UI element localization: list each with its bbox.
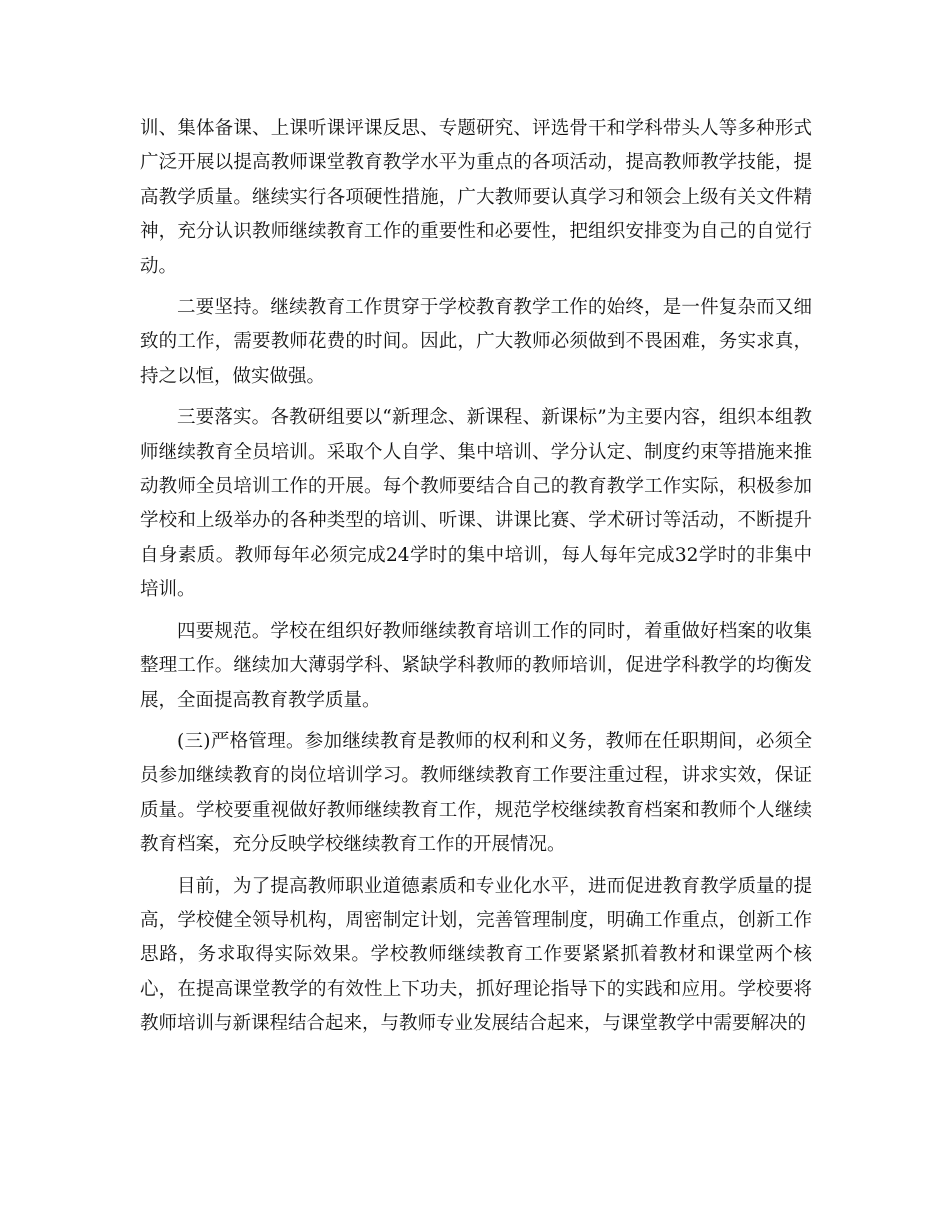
paragraph-current-status: 目前，为了提高教师职业道德素质和专业化水平，进而促进教育教学质量的提高，学校健全领导机构，周密制定计划，完善管理制度，明确工作重点，创新工作思路，务求取得实际效果。学校教师继续教育工作要紧紧抓着教材和课堂两个核心，在提高课堂教学的有效性上下功夫，抓好理论指导下的实践和应用。学校要将教师培训与新课程结合起来，与教师专业发展结合起来，与课堂教学中需要解决的 — [140, 875, 812, 1035]
paragraph-strict-management: (三)严格管理。参加继续教育是教师的权利和义务，教师在任职期间，必须全员参加继续教育的岗位培训学习。教师继续教育工作要注重过程，讲求实效，保证质量。学校要重视做好教师继续教育工作，规范学校继续教育档案和教师个人继续教育档案，充分反映学校继续教育工作的开展情况。 — [140, 730, 812, 856]
paragraph-continuation: 训、集体备课、上课听课评课反思、专题研究、评选骨干和学科带头人等多种形式广泛开展以提高教师课堂教育教学水平为重点的各项活动，提高教师教学技能，提高教学质量。继续实行各项硬性措施，广大教师要认真学习和领会上级有关文件精神，充分认识教师继续教育工作的重要性和必要性，把组织安排变为自己的自觉行动。 — [140, 118, 812, 277]
paragraph-standardize: 四要规范。学校在组织好教师继续教育培训工作的同时，着重做好档案的收集整理工作。继续加大薄弱学科、紧缺学科教师的教师培训，促进学科教学的均衡发展，全面提高教育教学质量。 — [140, 620, 812, 711]
paragraph-implement: 三要落实。各教研组要以“新理念、新课程、新课标”为主要内容，组织本组教师继续教育全员培训。采取个人自学、集中培训、学分认定、制度约束等措施来推动教师全员培训工作的开展。每个教师要结合自己的教育教学工作实际，积极参加学校和上级举办的各种类型的培训、听课、讲课比赛、学术研讨等活动，不断提升自身素质。教师每年必须完成24学时的集中培训，每人每年完成32学时的非集中培训。 — [140, 407, 812, 601]
paragraph-persist: 二要坚持。继续教育工作贯穿于学校教育教学工作的始终，是一件复杂而又细致的工作，需要教师花费的时间。因此，广大教师必须做到不畏困难，务实求真，持之以恒，做实做强。 — [140, 297, 812, 387]
document-body — [140, 112, 812, 1049]
